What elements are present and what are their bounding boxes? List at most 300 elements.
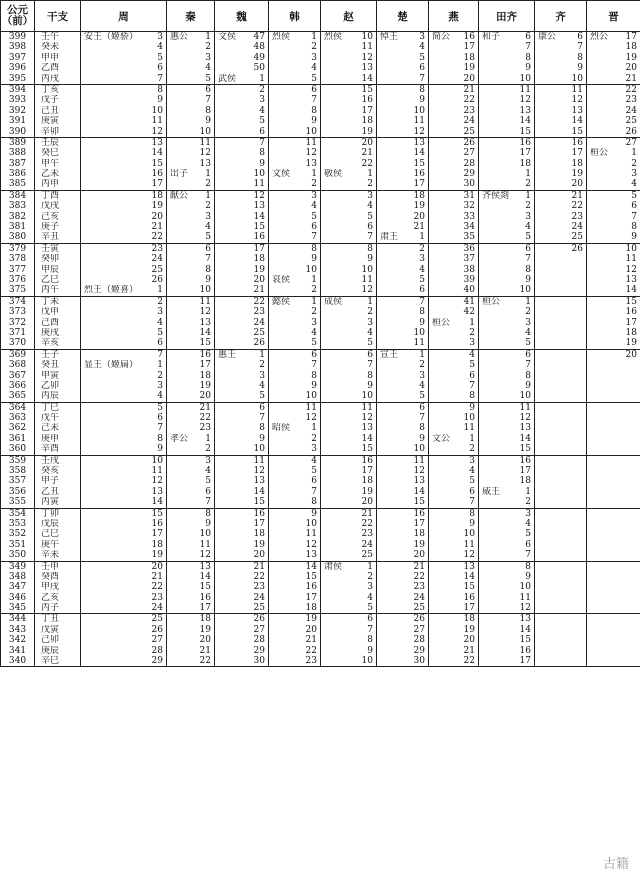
reign-year: 18	[413, 190, 425, 201]
han-line	[269, 582, 320, 592]
wei-cell	[215, 561, 269, 614]
jin-line	[587, 423, 640, 433]
qin-line	[167, 519, 214, 529]
zhao-line	[321, 275, 376, 285]
reign-year: 10	[361, 32, 373, 42]
zhou-line	[81, 32, 166, 42]
year-line: 397	[8, 52, 27, 63]
reign-year: 15	[571, 126, 583, 137]
jin-line	[587, 201, 640, 211]
table-row	[1, 190, 640, 243]
wei-line	[215, 63, 268, 73]
gz-line: 己亥	[41, 211, 60, 222]
reign-year: 4	[157, 42, 163, 53]
zhou-line	[81, 413, 166, 423]
yan-line	[429, 391, 478, 401]
zhou-line	[81, 232, 166, 242]
zhao-line	[321, 403, 376, 413]
zhao-line	[321, 318, 376, 328]
reign-year: 17	[151, 529, 163, 540]
qi-line	[535, 635, 586, 645]
year-line: 383	[8, 201, 27, 212]
reign-year: 15	[519, 635, 531, 646]
reign-year: 8	[311, 497, 317, 508]
qin-line	[167, 550, 214, 560]
yan-line	[429, 550, 478, 560]
qi-cell	[535, 32, 587, 85]
zhao-line	[321, 85, 376, 95]
chu-cell	[377, 243, 429, 296]
reign-year: 3	[311, 52, 317, 63]
wei-line	[215, 179, 268, 189]
col-header-qi: 齐	[535, 1, 587, 32]
reign-year: 15	[413, 497, 425, 508]
reign-year: 25	[253, 327, 265, 338]
qin-cell	[167, 84, 215, 137]
zhou-line	[81, 265, 166, 275]
wei-line	[215, 360, 268, 370]
ruler-title: 威王	[482, 486, 501, 497]
year-cell	[1, 402, 35, 455]
zhao-cell	[321, 84, 377, 137]
qi-line	[535, 138, 586, 148]
han-line	[269, 550, 320, 560]
reign-year: 25	[253, 603, 265, 614]
wei-cell	[215, 508, 269, 561]
gz-line: 庚申	[41, 433, 60, 444]
reign-year: 29	[463, 169, 475, 180]
reign-year: 1	[419, 232, 425, 243]
reign-year: 1	[469, 317, 475, 328]
chu-line	[377, 63, 428, 73]
jin-line	[587, 265, 640, 275]
yan-line	[429, 74, 478, 84]
yan-line	[429, 127, 478, 137]
reign-year: 18	[253, 254, 265, 265]
reign-year: 47	[253, 32, 265, 42]
year-line: 375	[8, 285, 27, 296]
zhao-cell	[321, 190, 377, 243]
gz-line: 庚午	[41, 539, 60, 550]
tianqi-cell	[479, 508, 535, 561]
reign-year: 8	[525, 561, 531, 572]
gz-line: 甲寅	[41, 370, 60, 381]
wei-cell	[215, 190, 269, 243]
wei-line	[215, 32, 268, 42]
year-line: 347	[8, 582, 27, 593]
reign-year: 11	[519, 592, 531, 603]
reign-year: 28	[151, 645, 163, 656]
reign-year: 8	[205, 105, 211, 116]
reign-year: 2	[525, 201, 531, 212]
reign-year: 2	[367, 571, 373, 582]
year-line: 367	[8, 370, 27, 381]
reign-year: 17	[463, 42, 475, 53]
reign-year: 26	[625, 126, 637, 137]
ruler-title: 文侯	[272, 169, 291, 180]
reign-year: 10	[413, 105, 425, 116]
gz-line: 己丑	[41, 105, 60, 116]
qi-line	[535, 656, 586, 666]
reign-year: 7	[469, 380, 475, 391]
tianqi-line	[479, 179, 534, 189]
year-line: 358	[8, 466, 27, 477]
reign-year: 25	[571, 232, 583, 243]
han-line	[269, 116, 320, 126]
qi-cell	[535, 614, 587, 667]
han-line	[269, 487, 320, 497]
reign-year: 4	[367, 327, 373, 338]
yan-line	[429, 169, 478, 179]
zhou-cell	[81, 508, 167, 561]
reign-year: 5	[469, 360, 475, 371]
zhou-line	[81, 53, 166, 63]
gz-line: 戊午	[41, 413, 60, 424]
qin-line	[167, 254, 214, 264]
qin-line	[167, 603, 214, 613]
reign-year: 17	[463, 603, 475, 614]
wei-line	[215, 42, 268, 52]
reign-year: 4	[259, 380, 265, 391]
gz-cell	[35, 243, 81, 296]
zhao-cell	[321, 614, 377, 667]
yan-line	[429, 307, 478, 317]
reign-year: 1	[311, 296, 317, 307]
tianqi-line	[479, 222, 534, 232]
qi-line	[535, 285, 586, 295]
reign-year: 22	[151, 582, 163, 593]
reign-year: 9	[205, 274, 211, 285]
reign-year: 17	[625, 32, 637, 42]
reign-year: 26	[151, 274, 163, 285]
chu-line	[377, 148, 428, 158]
wei-line	[215, 582, 268, 592]
reign-year: 11	[571, 84, 583, 95]
reign-year: 20	[361, 497, 373, 508]
han-line	[269, 201, 320, 211]
reign-year: 4	[157, 317, 163, 328]
reign-year: 28	[463, 158, 475, 169]
qi-cell	[535, 243, 587, 296]
reign-year: 14	[199, 571, 211, 582]
chu-line	[377, 201, 428, 211]
ruler-title: 肃王	[380, 232, 399, 243]
jin-line	[587, 656, 640, 666]
reign-year: 2	[311, 285, 317, 296]
chu-line	[377, 350, 428, 360]
reign-year: 12	[361, 413, 373, 424]
reign-year: 6	[311, 222, 317, 233]
gz-line: 甲申	[41, 52, 60, 63]
gz-line: 辛亥	[41, 338, 60, 349]
han-line	[269, 222, 320, 232]
tianqi-line	[479, 244, 534, 254]
qi-line	[535, 371, 586, 381]
qi-line	[535, 413, 586, 423]
zhou-line	[81, 222, 166, 232]
ruler-title: 文公	[432, 433, 451, 444]
han-cell	[269, 32, 321, 85]
wei-cell	[215, 296, 269, 349]
wei-line	[215, 285, 268, 295]
qin-line	[167, 487, 214, 497]
zhou-cell	[81, 84, 167, 137]
reign-year: 19	[361, 486, 373, 497]
yan-line	[429, 593, 478, 603]
reign-year: 1	[259, 349, 265, 360]
yan-line	[429, 603, 478, 613]
reign-year: 20	[413, 550, 425, 561]
reign-year: 2	[469, 327, 475, 338]
yan-line	[429, 265, 478, 275]
qi-line	[535, 572, 586, 582]
wei-line	[215, 529, 268, 539]
han-line	[269, 371, 320, 381]
qi-line	[535, 391, 586, 401]
table-row	[1, 402, 640, 455]
reign-year: 6	[469, 486, 475, 497]
reign-year: 7	[419, 73, 425, 84]
reign-year: 1	[311, 423, 317, 434]
zhao-cell	[321, 508, 377, 561]
reign-year: 2	[205, 42, 211, 53]
chu-line	[377, 497, 428, 507]
han-cell	[269, 296, 321, 349]
reign-year: 19	[305, 614, 317, 625]
reign-year: 8	[525, 370, 531, 381]
qi-line	[535, 191, 586, 201]
jin-line	[587, 572, 640, 582]
tianqi-line	[479, 625, 534, 635]
zhou-cell	[81, 137, 167, 190]
zhou-line	[81, 371, 166, 381]
reign-year: 39	[463, 274, 475, 285]
tianqi-line	[479, 456, 534, 466]
jin-line	[587, 169, 640, 179]
qin-line	[167, 562, 214, 572]
chu-cell	[377, 561, 429, 614]
reign-year: 8	[367, 370, 373, 381]
reign-year: 36	[463, 243, 475, 254]
year-cell	[1, 455, 35, 508]
year-cell	[1, 614, 35, 667]
qin-line	[167, 232, 214, 242]
reign-year: 1	[631, 148, 637, 159]
zhou-line	[81, 244, 166, 254]
reign-year: 1	[367, 169, 373, 180]
qin-line	[167, 159, 214, 169]
reign-year: 19	[463, 63, 475, 74]
reign-year: 11	[463, 423, 475, 434]
gz-line: 甲子	[41, 476, 60, 487]
reign-year: 23	[571, 211, 583, 222]
zhao-line	[321, 350, 376, 360]
reign-year: 2	[367, 179, 373, 190]
reign-year: 13	[199, 317, 211, 328]
jin-cell	[587, 84, 640, 137]
reign-year: 11	[253, 179, 265, 190]
table-row	[1, 614, 640, 667]
qin-line	[167, 201, 214, 211]
col-header-jin: 晋	[587, 1, 640, 32]
qin-line	[167, 360, 214, 370]
zhou-line	[81, 350, 166, 360]
reign-year: 2	[205, 201, 211, 212]
reign-year: 21	[361, 508, 373, 519]
zhou-line	[81, 646, 166, 656]
han-line	[269, 328, 320, 338]
wei-line	[215, 212, 268, 222]
reign-year: 9	[311, 254, 317, 265]
gz-line: 丙寅	[41, 497, 60, 508]
zhao-line	[321, 391, 376, 401]
chu-line	[377, 297, 428, 307]
yan-line	[429, 222, 478, 232]
reign-year: 11	[361, 42, 373, 53]
ruler-title: 昭侯	[272, 423, 291, 434]
qin-line	[167, 318, 214, 328]
qin-cell	[167, 614, 215, 667]
ruler-title: 桓公	[590, 148, 609, 159]
reign-year: 22	[463, 656, 475, 667]
reign-year: 19	[625, 52, 637, 63]
zhou-cell	[81, 614, 167, 667]
tianqi-line	[479, 519, 534, 529]
table-row	[1, 508, 640, 561]
year-line: 353	[8, 518, 27, 529]
reign-year: 17	[199, 360, 211, 371]
reign-year: 5	[525, 232, 531, 243]
reign-year: 24	[253, 592, 265, 603]
year-line: 346	[8, 592, 27, 603]
chu-line	[377, 222, 428, 232]
jin-line	[587, 519, 640, 529]
reign-year: 13	[199, 158, 211, 169]
yan-line	[429, 232, 478, 242]
ruler-title: 烈王（姬喜）	[84, 285, 139, 296]
jin-line	[587, 148, 640, 158]
han-line	[269, 106, 320, 116]
wei-cell	[215, 84, 269, 137]
reign-year: 16	[361, 95, 373, 106]
reign-year: 5	[367, 338, 373, 349]
reign-year: 12	[519, 603, 531, 614]
year-line: 354	[8, 508, 27, 519]
reign-year: 3	[157, 32, 163, 42]
reign-year: 33	[463, 211, 475, 222]
year-line: 343	[8, 624, 27, 635]
yan-line	[429, 646, 478, 656]
reign-year: 18	[625, 42, 637, 53]
zhou-cell	[81, 296, 167, 349]
reign-year: 7	[367, 232, 373, 243]
yan-line	[429, 95, 478, 105]
ruler-title: 桓公	[432, 317, 451, 328]
reign-year: 3	[367, 582, 373, 593]
reign-year: 16	[413, 508, 425, 519]
jin-line	[587, 635, 640, 645]
zhou-line	[81, 138, 166, 148]
yan-line	[429, 413, 478, 423]
jin-line	[587, 42, 640, 52]
zhao-line	[321, 63, 376, 73]
wei-line	[215, 540, 268, 550]
gz-line: 辛未	[41, 550, 60, 561]
jin-line	[587, 509, 640, 519]
yan-line	[429, 625, 478, 635]
chu-cell	[377, 190, 429, 243]
reign-year: 26	[253, 338, 265, 349]
reign-year: 18	[361, 116, 373, 127]
zhao-line	[321, 338, 376, 348]
reign-year: 9	[311, 380, 317, 391]
reign-year: 22	[463, 95, 475, 106]
reign-year: 4	[525, 222, 531, 233]
reign-year: 23	[305, 656, 317, 667]
zhao-line	[321, 540, 376, 550]
reign-year: 5	[469, 476, 475, 487]
han-line	[269, 423, 320, 433]
reign-year: 21	[253, 561, 265, 572]
reign-year: 22	[253, 296, 265, 307]
qin-line	[167, 148, 214, 158]
zhao-line	[321, 307, 376, 317]
reign-year: 6	[205, 486, 211, 497]
yan-line	[429, 106, 478, 116]
tianqi-line	[479, 403, 534, 413]
reign-year: 12	[519, 413, 531, 424]
jin-line	[587, 625, 640, 635]
reign-year: 29	[151, 656, 163, 667]
han-cell	[269, 402, 321, 455]
tianqi-line	[479, 572, 534, 582]
tianqi-line	[479, 265, 534, 275]
col-header-yan: 燕	[429, 1, 479, 32]
reign-year: 15	[199, 338, 211, 349]
reign-year: 23	[253, 582, 265, 593]
chu-line	[377, 106, 428, 116]
han-line	[269, 85, 320, 95]
gz-cell	[35, 455, 81, 508]
chu-line	[377, 138, 428, 148]
wei-line	[215, 74, 268, 84]
yan-line	[429, 635, 478, 645]
ruler-title: 献公	[170, 190, 189, 201]
reign-year: 3	[419, 370, 425, 381]
reign-year: 16	[151, 518, 163, 529]
zhao-cell	[321, 296, 377, 349]
zhou-cell	[81, 402, 167, 455]
jin-line	[587, 191, 640, 201]
reign-year: 19	[625, 338, 637, 349]
reign-year: 29	[413, 645, 425, 656]
han-line	[269, 127, 320, 137]
reign-year: 13	[463, 561, 475, 572]
jin-line	[587, 338, 640, 348]
ruler-title: 文侯	[218, 32, 237, 42]
zhou-line	[81, 191, 166, 201]
zhao-line	[321, 212, 376, 222]
gz-cell	[35, 349, 81, 402]
qin-cell	[167, 32, 215, 85]
reign-year: 13	[305, 550, 317, 561]
gz-line: 辛卯	[41, 126, 60, 137]
year-line: 394	[8, 84, 27, 95]
zhou-line	[81, 106, 166, 116]
reign-year: 8	[367, 635, 373, 646]
qin-line	[167, 42, 214, 52]
zhou-cell	[81, 243, 167, 296]
